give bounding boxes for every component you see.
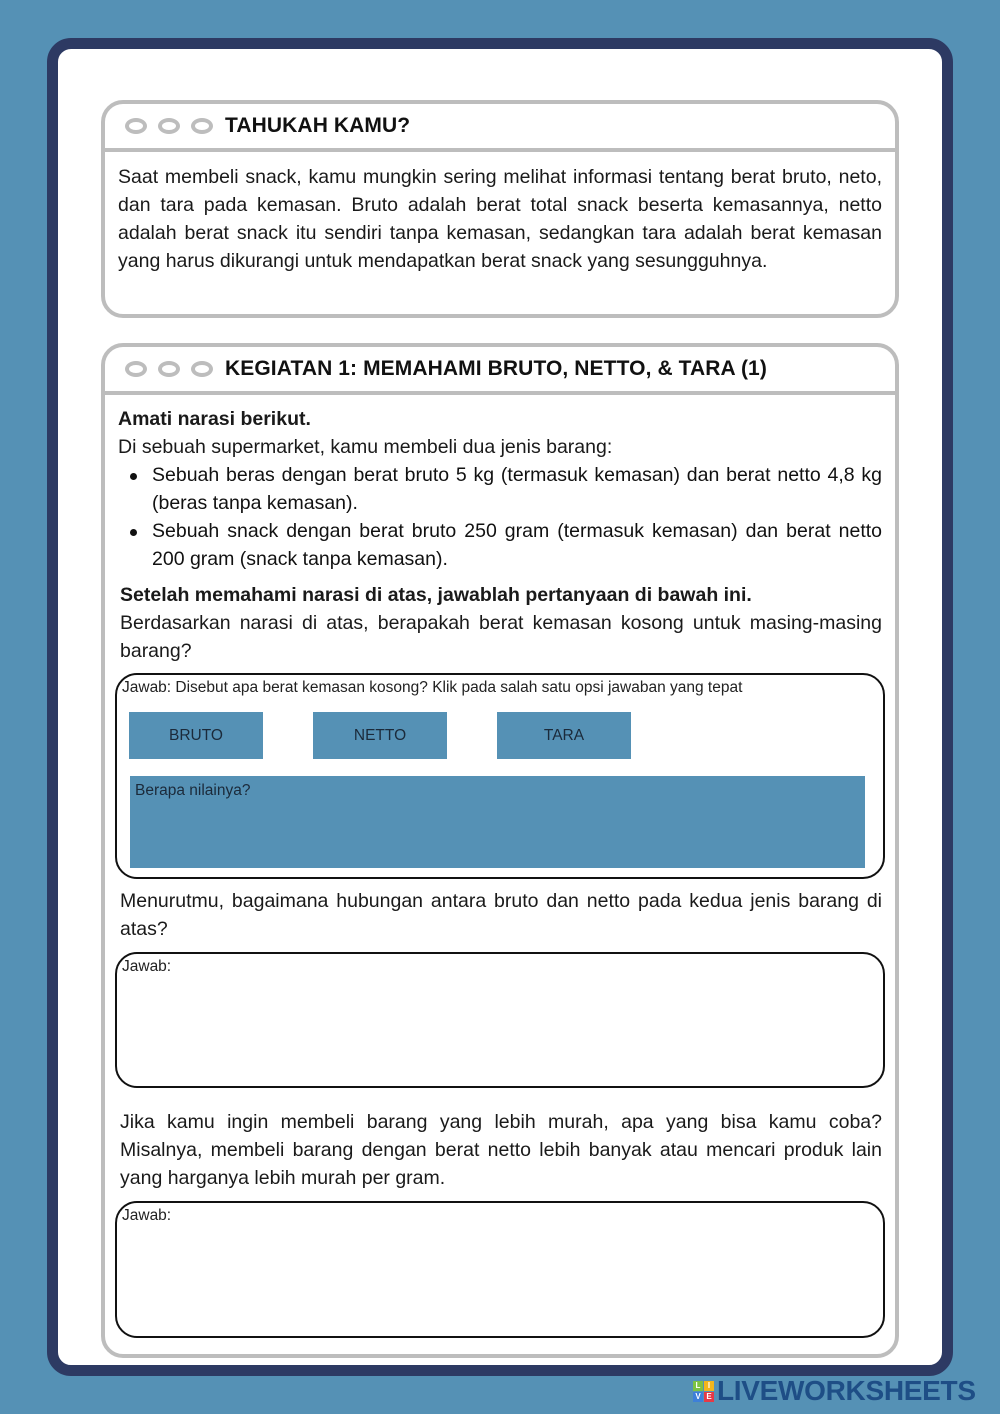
- dot-icon: [191, 118, 213, 134]
- value-input-prompt: Berapa nilainya?: [135, 782, 251, 799]
- observe-heading: Amati narasi berikut.: [118, 408, 311, 430]
- answer-1-label: Jawab: Disebut apa berat kemasan kosong? Klik pada salah satu opsi jawaban yang tepat: [122, 679, 743, 696]
- narrative-item: Sebuah snack dengan berat bruto 250 gram (termasuk kemasan) dan berat netto 200 gram (snack tanpa kemasan).: [118, 517, 882, 573]
- window-dots: [125, 118, 213, 134]
- answer-2-label: Jawab:: [122, 958, 172, 975]
- value-input[interactable]: [130, 776, 865, 868]
- narrative-list: [118, 461, 882, 573]
- narrative-item: Sebuah beras dengan berat bruto 5 kg (termasuk kemasan) dan berat netto 4,8 kg (beras tanpa kemasan).: [118, 461, 882, 517]
- answer-box-2[interactable]: [115, 952, 885, 1088]
- question-2-text: Menurutmu, bagaimana hubungan antara bruto dan netto pada kedua jenis barang di atas?: [120, 890, 882, 940]
- answer-3-label: Jawab:: [122, 1207, 172, 1224]
- answer-box-1: [115, 673, 885, 879]
- activity-card-header: [105, 347, 895, 395]
- dot-icon: [158, 361, 180, 377]
- dot-icon: [125, 361, 147, 377]
- window-dots: [125, 361, 213, 377]
- answer-box-3[interactable]: [115, 1201, 885, 1338]
- question-3-text: Jika kamu ingin membeli barang yang lebih murah, apa yang bisa kamu coba? Misalnya, membeli barang dengan berat netto lebih banyak atau mencari produk lain yang harganya lebih murah per gram.: [120, 1111, 882, 1189]
- option-bruto-button[interactable]: BRUTO: [129, 712, 263, 759]
- logo-text: LIVEWORKSHEETS: [717, 1375, 976, 1406]
- info-card-header: [105, 104, 895, 152]
- question-1-text: Berdasarkan narasi di atas, berapakah berat kemasan kosong untuk masing-masing barang?: [120, 612, 882, 662]
- logo-icon: L I V E: [693, 1381, 714, 1402]
- activity-card-title: KEGIATAN 1: MEMAHAMI BRUTO, NETTO, & TARA (1): [225, 357, 767, 380]
- dot-icon: [125, 118, 147, 134]
- option-tara-button[interactable]: TARA: [497, 712, 631, 759]
- info-card-text: Saat membeli snack, kamu mungkin sering melihat informasi tentang berat bruto, neto, dan tara pada kemasan. Bruto adalah berat total snack beserta kemasannya, netto adalah berat snack itu sendiri tanpa kemasan, sedangkan tara adalah berat kemasan yang harus dikurangi untuk mendapatkan berat snack yang sesungguhnya.: [118, 166, 882, 272]
- instruction-text: Setelah memahami narasi di atas, jawablah pertanyaan di bawah ini.: [120, 584, 752, 606]
- liveworksheets-logo: [693, 1375, 976, 1407]
- option-netto-button[interactable]: NETTO: [313, 712, 447, 759]
- narrative-intro: Di sebuah supermarket, kamu membeli dua jenis barang:: [118, 436, 613, 458]
- dot-icon: [191, 361, 213, 377]
- dot-icon: [158, 118, 180, 134]
- info-card: [101, 100, 899, 318]
- info-card-title: TAHUKAH KAMU?: [225, 114, 411, 137]
